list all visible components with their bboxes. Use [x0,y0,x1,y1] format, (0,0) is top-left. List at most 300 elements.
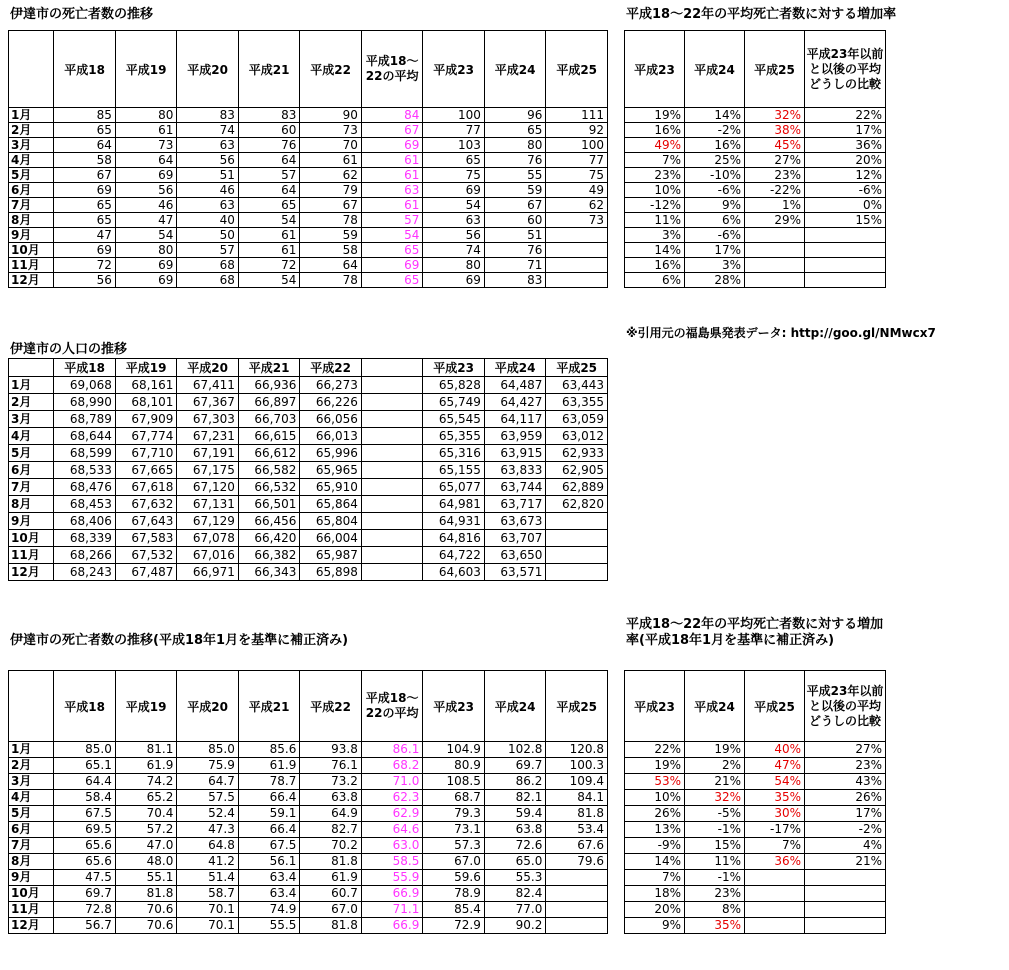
table-cell [805,228,886,243]
table-cell: 65.0 [484,854,546,870]
table-row [625,870,886,886]
month-label: 5月 [9,168,54,183]
table-cell: 64 [54,138,116,153]
table-cell: 57.3 [423,838,485,854]
table-row [9,258,608,273]
table-cell: 69 [54,243,116,258]
table-cell: 54 [115,228,177,243]
table-cell: 83 [177,108,239,123]
table-cell [546,243,608,258]
table-cell [805,258,886,273]
header-h25: 平成25 [745,671,805,742]
table-cell: 18% [625,886,685,902]
table-cell: -10% [685,168,745,183]
table-cell: 66.9 [361,886,423,902]
table-cell: 61 [361,168,423,183]
table-cell [745,228,805,243]
table-cell: 16% [625,123,685,138]
table-cell: 13% [625,822,685,838]
table-cell: 65 [54,198,116,213]
table-cell: 64.7 [177,774,239,790]
table-cell: 53% [625,774,685,790]
table-cell: 66,936 [238,377,300,394]
table-cell: 68,990 [54,394,116,411]
table-cell: 63,443 [546,377,608,394]
table-cell [745,273,805,288]
table-cell: 68,243 [54,564,116,581]
table-cell: 32% [685,790,745,806]
table-cell [361,394,423,411]
header-h23: 平成23 [423,671,485,742]
table-cell: 56 [177,153,239,168]
table-row [9,774,608,790]
population-table [8,358,608,581]
table-cell: 74 [423,243,485,258]
table-row [625,198,886,213]
table-cell: 83 [238,108,300,123]
table-cell: 79.3 [423,806,485,822]
table-row [625,822,886,838]
header-h18: 平成18 [54,31,116,108]
table-cell: 43% [805,774,886,790]
table-cell: 55.5 [238,918,300,934]
table-cell: 63 [361,183,423,198]
table-cell: 64,816 [423,530,485,547]
month-label: 2月 [9,123,54,138]
table-cell: 71.0 [361,774,423,790]
table-cell: 78 [300,213,362,228]
table-cell [745,258,805,273]
table-cell: 67,131 [177,496,239,513]
table-cell: 74 [177,123,239,138]
table-cell: 60 [484,213,546,228]
table-cell [805,886,886,902]
table-cell: 67,367 [177,394,239,411]
adjusted-increase-table [624,670,886,934]
table-cell: 85.6 [238,742,300,758]
table-cell: 81.8 [115,886,177,902]
header-h24: 平成24 [685,671,745,742]
month-label: 7月 [9,838,54,854]
month-label: 9月 [9,513,54,530]
table-cell: 66,056 [300,411,362,428]
table-row [9,123,608,138]
table-cell [546,258,608,273]
table-cell: 64 [300,258,362,273]
deaths-table-body [9,108,608,288]
adjusted-deaths-title: 伊達市の死亡者数の推移(平成18年1月を基準に補正済み) [10,633,349,648]
table-cell: 65,864 [300,496,362,513]
month-label: 4月 [9,428,54,445]
table-cell: 26% [805,790,886,806]
table-cell: 63,673 [484,513,546,530]
table-cell: 51 [484,228,546,243]
table-cell [805,243,886,258]
table-cell: 1% [745,198,805,213]
table-cell: 19% [625,758,685,774]
table-cell: 70.6 [115,902,177,918]
table-cell: 67,120 [177,479,239,496]
table-cell: 56.7 [54,918,116,934]
table-cell: 70 [300,138,362,153]
table-cell: 56 [54,273,116,288]
table-cell: 51.4 [177,870,239,886]
header-h20: 平成20 [177,31,239,108]
table-cell: 7% [745,838,805,854]
table-cell: 16% [625,258,685,273]
table-cell: 79.6 [546,854,608,870]
table-cell: 54% [745,774,805,790]
header-h19: 平成19 [115,31,177,108]
table-cell: 65 [54,213,116,228]
table-cell: 65.2 [115,790,177,806]
table-cell: 59.6 [423,870,485,886]
table-row [9,822,608,838]
table-cell: 66.4 [238,822,300,838]
header-h19: 平成19 [115,359,177,377]
table-cell: 80 [423,258,485,273]
table-cell: 69.7 [54,886,116,902]
month-label: 11月 [9,547,54,564]
table-cell: 64.9 [300,806,362,822]
table-cell: 64,427 [484,394,546,411]
table-cell: 92 [546,123,608,138]
table-cell: 15% [685,838,745,854]
table-cell: 84.1 [546,790,608,806]
table-cell: 75 [546,168,608,183]
month-label: 9月 [9,870,54,886]
table-row [9,918,608,934]
table-cell: 6% [685,213,745,228]
table-cell: 62 [300,168,362,183]
table-cell: 81.1 [115,742,177,758]
month-label: 3月 [9,774,54,790]
table-cell: 73 [115,138,177,153]
adjusted-increase-title: 平成18～22年の平均死亡者数に対する増加率(平成18年1月を基準に補正済み) [626,617,884,648]
table-cell: 47% [745,758,805,774]
month-label: 11月 [9,258,54,273]
table-row [625,790,886,806]
table-cell: 6% [625,273,685,288]
table-cell [546,228,608,243]
header-h18: 平成18 [54,359,116,377]
table-cell: 54 [238,273,300,288]
table-cell: 63,571 [484,564,546,581]
table-cell: 77.0 [484,902,546,918]
table-row [625,838,886,854]
table-cell: 29% [745,213,805,228]
table-row [9,377,608,394]
table-cell: 67,643 [115,513,177,530]
table-cell: 62.9 [361,806,423,822]
header-h23: 平成23 [625,31,685,108]
table-cell: 62,820 [546,496,608,513]
table-cell: 67,487 [115,564,177,581]
increase-title: 平成18～22年の平均死亡者数に対する増加率 [626,7,897,22]
table-cell: 3% [625,228,685,243]
table-cell: 72 [54,258,116,273]
month-label: 12月 [9,918,54,934]
table-cell: 82.7 [300,822,362,838]
table-cell: 14% [685,108,745,123]
table-cell: 65 [484,123,546,138]
table-cell: 85 [54,108,116,123]
table-cell: 70.4 [115,806,177,822]
table-row [625,153,886,168]
table-cell: 66,382 [238,547,300,564]
table-cell: 66,013 [300,428,362,445]
table-cell: 20% [625,902,685,918]
deaths-table [8,30,608,288]
table-cell: 11% [625,213,685,228]
table-cell [546,886,608,902]
table-cell: 65.6 [54,854,116,870]
table-cell: 20% [805,153,886,168]
month-label: 1月 [9,377,54,394]
table-cell: -1% [685,822,745,838]
month-label: 3月 [9,138,54,153]
table-cell: 90.2 [484,918,546,934]
table-cell: 57 [361,213,423,228]
table-cell: 93.8 [300,742,362,758]
population-table-body [9,377,608,581]
table-cell: 56.1 [238,854,300,870]
table-row [625,854,886,870]
table-row [625,213,886,228]
table-cell: 67,632 [115,496,177,513]
table-cell: 69 [423,183,485,198]
table-cell: 72 [238,258,300,273]
table-cell [546,918,608,934]
table-cell: 72.9 [423,918,485,934]
table-cell: 67.0 [423,854,485,870]
table-cell: 71 [484,258,546,273]
table-cell: 78.7 [238,774,300,790]
table-row [625,228,886,243]
table-cell: 40% [745,742,805,758]
table-cell: 69.5 [54,822,116,838]
table-cell: 63,355 [546,394,608,411]
table-cell: 75.9 [177,758,239,774]
table-cell: 76 [238,138,300,153]
table-cell: 85.4 [423,902,485,918]
table-cell: 51 [177,168,239,183]
table-cell: 68,644 [54,428,116,445]
header-h24: 平成24 [484,671,546,742]
month-label: 8月 [9,496,54,513]
table-cell: 80 [484,138,546,153]
table-cell: 55.1 [115,870,177,886]
table-cell: 65,749 [423,394,485,411]
table-cell: 10% [625,790,685,806]
corner-cell [9,359,54,377]
table-cell: 16% [685,138,745,153]
table-cell: 23% [625,168,685,183]
table-cell [805,902,886,918]
table-row [625,138,886,153]
table-cell [805,870,886,886]
table-row [9,428,608,445]
table-cell: 65 [361,243,423,258]
table-cell: 47 [115,213,177,228]
table-cell: 68,161 [115,377,177,394]
table-row [9,564,608,581]
table-cell: 108.5 [423,774,485,790]
table-cell: 67,583 [115,530,177,547]
table-cell [361,496,423,513]
table-cell: 23% [745,168,805,183]
table-cell: 54 [361,228,423,243]
table-cell: 69 [361,138,423,153]
table-cell: 65,316 [423,445,485,462]
header-h21: 平成21 [238,31,300,108]
table-cell: 59.1 [238,806,300,822]
header-h25: 平成25 [745,31,805,108]
table-cell: 57 [177,243,239,258]
table-cell: 36% [805,138,886,153]
table-cell: 64,603 [423,564,485,581]
table-row [625,806,886,822]
table-cell: 57.2 [115,822,177,838]
table-cell: 69 [115,168,177,183]
table-cell: 78.9 [423,886,485,902]
increase-table-body [625,108,886,288]
table-cell: 30% [745,806,805,822]
table-cell: 28% [685,273,745,288]
table-row [9,153,608,168]
table-row [625,168,886,183]
table-cell: 74.9 [238,902,300,918]
table-cell: 61 [238,228,300,243]
table-cell [546,902,608,918]
table-cell: 77 [546,153,608,168]
table-cell: 69 [115,273,177,288]
table-row [9,445,608,462]
table-cell: 67,411 [177,377,239,394]
table-cell: 66,971 [177,564,239,581]
table-cell [745,902,805,918]
table-cell: 64,117 [484,411,546,428]
table-cell: 67.5 [238,838,300,854]
month-label: 10月 [9,243,54,258]
table-cell: 83 [484,273,546,288]
table-cell: -17% [745,822,805,838]
table-cell [361,462,423,479]
table-cell: 67 [300,198,362,213]
table-cell: 64 [238,153,300,168]
table-row [9,513,608,530]
header-compare: 平成23年以前と以後の平均どうしの比較 [805,31,886,108]
table-cell: 45% [745,138,805,153]
table-cell: 50 [177,228,239,243]
month-label: 6月 [9,822,54,838]
table-cell [745,886,805,902]
table-cell: 64.4 [54,774,116,790]
corner-cell [9,31,54,108]
table-cell: 63,650 [484,547,546,564]
table-cell: 67 [484,198,546,213]
table-cell: 63,744 [484,479,546,496]
table-row [9,902,608,918]
table-cell: 70.2 [300,838,362,854]
table-cell: 64,981 [423,496,485,513]
table-cell: 67,191 [177,445,239,462]
table-cell: 68.7 [423,790,485,806]
table-cell: 58.5 [361,854,423,870]
table-cell: 61 [361,198,423,213]
table-cell: 67,618 [115,479,177,496]
table-cell: 61 [115,123,177,138]
source-note: ※引用元の福島県発表データ: http://goo.gl/NMwcx7 [626,326,936,340]
table-cell: 47.0 [115,838,177,854]
month-label: 10月 [9,530,54,547]
table-cell [805,273,886,288]
table-cell: 69 [423,273,485,288]
header-h22: 平成22 [300,359,362,377]
table-row [9,838,608,854]
table-cell: 64.6 [361,822,423,838]
table-cell: 79 [300,183,362,198]
table-cell: 27% [805,742,886,758]
table-cell: 61 [361,153,423,168]
table-row [9,108,608,123]
table-cell: 69 [361,258,423,273]
table-cell: 61.9 [300,870,362,886]
table-cell: 49% [625,138,685,153]
table-cell: -12% [625,198,685,213]
table-cell: 104.9 [423,742,485,758]
header-h21: 平成21 [238,671,300,742]
table-cell: 67,016 [177,547,239,564]
table-cell: 73.1 [423,822,485,838]
table-cell [546,564,608,581]
table-row [9,394,608,411]
header-average: 平成18～22の平均 [361,671,423,742]
table-row [9,530,608,547]
table-cell: 66,501 [238,496,300,513]
header-empty [361,359,423,377]
increase-table [624,30,886,288]
table-cell [361,445,423,462]
table-cell: 66.4 [238,790,300,806]
table-row [9,273,608,288]
month-label: 8月 [9,854,54,870]
table-cell [745,243,805,258]
table-cell: 100 [423,108,485,123]
table-cell: 66,456 [238,513,300,530]
table-cell: 67,303 [177,411,239,428]
table-row [9,243,608,258]
table-cell: 103 [423,138,485,153]
table-cell: 61.9 [238,758,300,774]
month-label: 8月 [9,213,54,228]
table-cell: 55 [484,168,546,183]
table-cell: 68,599 [54,445,116,462]
month-label: 5月 [9,445,54,462]
table-cell: 73 [300,123,362,138]
table-cell: 58 [300,243,362,258]
table-cell: 41.2 [177,854,239,870]
table-cell [361,479,423,496]
table-cell: 64 [238,183,300,198]
table-cell [745,918,805,934]
table-cell: 67,129 [177,513,239,530]
table-cell: 68,476 [54,479,116,496]
header-h25: 平成25 [546,671,608,742]
table-cell: -5% [685,806,745,822]
table-cell: 65,077 [423,479,485,496]
table-cell: 47 [54,228,116,243]
